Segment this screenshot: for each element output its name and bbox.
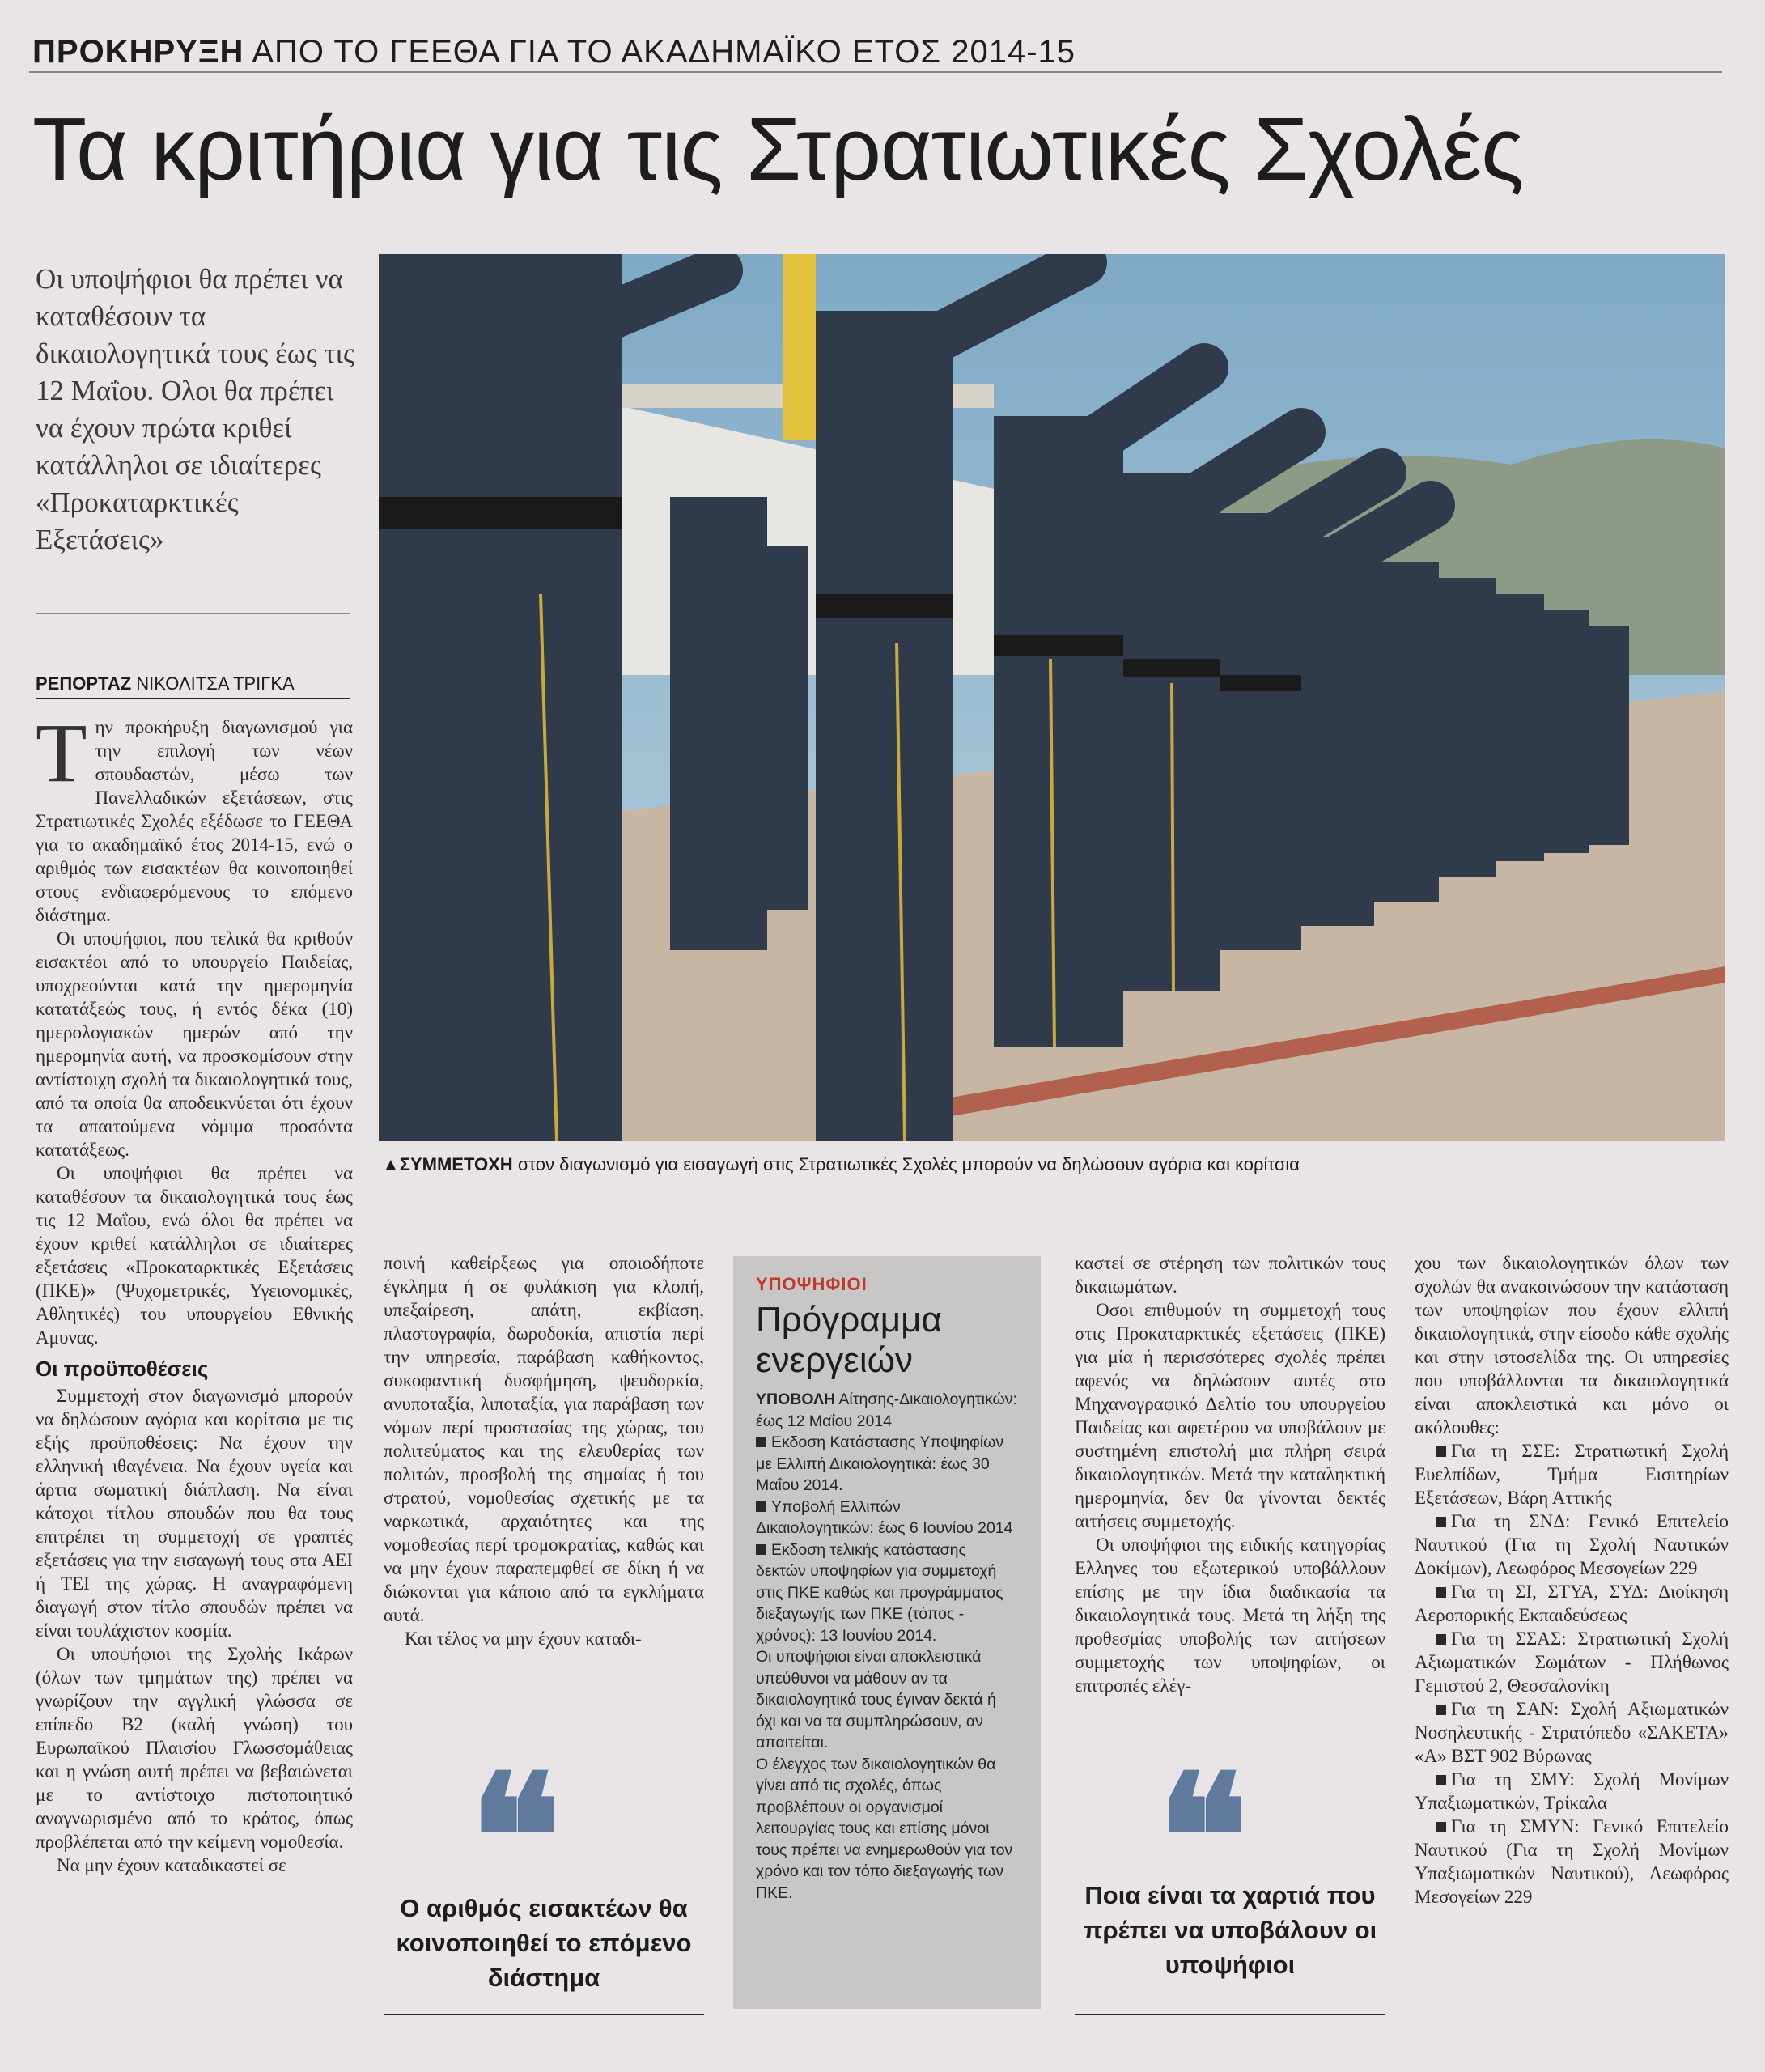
box-title: Πρόγραμμα ενεργειών: [756, 1300, 942, 1380]
article-paragraph: Οι υποψήφιοι, που τελικά θα κριθούν εισακτέοι από το υπουργείο Παιδείας, υποχρεούνται κατά την ημερομηνία κατατάξεώς τους, ή εντός δέκα (10) ημερολογιακών ημερών από την ημερομηνία αυτή, να προσκομίσουν στην αντίστοιχη σχολή τα δικαιολογητικά τους, από τα οποία θα αποδεικνύεται ότι έχουν τα απαιτούμενα νόμιμα προσόντα κατατάξεως.: [36, 928, 353, 1160]
article-paragraph: Οι υποψήφιοι της ειδικής κατηγορίας Ελληνες του εξωτερικού υποβάλλουν επίσης με την ίδια διαδικασία τα δικαιολογητικά τους. Μετά τη λήξη της προθεσμίας υποβολής των αιτήσεων συμμετοχής των υποψηφίων, οι επιτροπές ελέγ-: [1075, 1535, 1385, 1696]
list-item: [1415, 1580, 1729, 1627]
byline: [36, 673, 295, 694]
cadets-photo: [379, 254, 1725, 1141]
box-body: [756, 1389, 1018, 1904]
square-bullet-icon: [1436, 1822, 1446, 1832]
article-column-4: [1415, 1251, 1729, 1909]
byline-author: ΝΙΚΟΛΙΤΣΑ ΤΡΙΓΚΑ: [131, 673, 295, 694]
list-item-text: Για τη ΣΙ, ΣΤΥΑ, ΣΥΔ: Διοίκηση Αεροπορικής Εκπαιδεύσεως: [1415, 1582, 1729, 1625]
article-paragraph: Οσοι επιθυμούν τη συμμετοχή τους στις Προκαταρκτικές εξετάσεις (ΠΚΕ) για μία ή περισσότερες σχολές πρέπει αφενός να δηλώσουν αυτές στο Μηχανογραφικό Δελτίο του υπουργείου Παιδείας και αφετέρου να υποβάλουν με συστημένη επιστολή μια πλήρη σειρά δικαιολογητικών. Μετά την καταληκτική ημερομηνία, δεν θα γίνονται δεκτές αιτήσεις συμμετοχής.: [1075, 1300, 1385, 1531]
byline-label: ΡΕΠΟΡΤΑΖ: [36, 673, 132, 694]
box-label: ΥΠΟΨΗΦΙΟΙ: [756, 1274, 868, 1294]
sidebar-box: [733, 1256, 1041, 2009]
article-paragraph: Και τέλος να μην έχουν καταδι-: [405, 1628, 642, 1649]
square-bullet-icon: [1436, 1517, 1446, 1527]
square-bullet-icon: [1436, 1446, 1446, 1457]
square-bullet-icon: [1436, 1705, 1446, 1715]
list-item-text: Για τη ΣΜΥΝ: Γενικό Επιτελείο Ναυτικού (Για τη Σχολή Μονίμων Υπαξιωματικών Ναυτικού), Λεωφόρος Μεσογείων 229: [1415, 1816, 1729, 1907]
quote-icon: ❝: [1157, 1737, 1234, 1937]
square-bullet-icon: [1436, 1587, 1446, 1598]
schedule-item-text: Υποβολή Ελλιπών Δικαιολογητικών: έως 6 Ιουνίου 2014: [756, 1497, 1013, 1537]
cadets-saluting-image: [379, 254, 1725, 1141]
section-subhead: Οι προϋποθέσεις: [36, 1357, 209, 1381]
list-item: [1415, 1815, 1729, 1909]
headline: Τα κριτήρια για τις Στρατιωτικές Σχολές: [32, 100, 1524, 199]
schedule-item: [756, 1539, 1018, 1647]
schedule-item: [756, 1432, 1018, 1497]
pull-quote: Ποια είναι τα χαρτιά που πρέπει να υποβάλουν οι υποψήφιοι: [1083, 1881, 1377, 1979]
article-paragraph: ποινή καθείρξεως για οποιοδήποτε έγκλημα ή σε φυλάκιση για κλοπή, υπεξαίρεση, απάτη, εκβίαση, πλαστογραφία, δωροδοκία, απιστία περί την υπηρεσία, παράβαση καθήκοντος, συκοφαντική δυσφήμηση, ψευδορκία, ανυποταξία, λιποταξία, για παράβαση των νόμων περί προστασίας της χώρας, του πολιτεύματος και της ελευθερίας των πολιτών, προσβολή της σημαίας ή του στρατού, νομοθεσίας σχετικής με τα ναρκωτικά, αρχαιότητες και της νομοθεσίας περί τρομοκρατίας, καθώς και να μην έχουν παραπεμφθεί σε δίκη ή να διώκονται για κάποιο από τα εγκλήματα αυτά.: [384, 1253, 704, 1625]
article-paragraph: Οι υποψήφιοι θα πρέπει να καταθέσουν τα δικαιολογητικά τους έως τις 12 Μαΐου, ενώ όλοι θα πρέπει να έχουν κριθεί κατάλληλοι σε ιδιαίτερες εξετάσεις «Προκαταρκτικές Εξετάσεις (ΠΚΕ)» (Ψυχομετρικές, Υγειονομικές, Αθλητικές) του υπουργείου Εθνικής Αμυνας.: [36, 1163, 353, 1348]
pull-quote: Ο αριθμός εισακτέων θα κοινοποιηθεί το επόμενο διάστημα: [396, 1894, 692, 1992]
kicker-text: ΑΠΟ ΤΟ ΓΕΕΘΑ ΓΙΑ ΤΟ ΑΚΑΔΗΜΑΪΚΟ ΕΤΟΣ 2014-15: [244, 34, 1076, 70]
schedule-item-label: ΥΠΟΒΟΛΗ: [756, 1391, 836, 1408]
square-bullet-icon: [756, 1437, 766, 1447]
list-item: [1415, 1697, 1729, 1768]
list-item-text: Για τη ΣΝΔ: Γενικό Επιτελείο Ναυτικού (Για τη Σχολή Ναυτικών Δοκίμων), Λεωφόρος Μεσογείων 229: [1415, 1511, 1729, 1578]
schedule-item: [756, 1497, 1018, 1539]
list-item: [1415, 1439, 1729, 1509]
kicker-divider: [29, 71, 1722, 73]
byline-divider: [36, 698, 350, 699]
list-item-text: Για τη ΣΣΕ: Στρατιωτική Σχολή Ευελπίδων, Τμήμα Εισιτηρίων Εξετάσεων, Βάρη Αττικής: [1415, 1441, 1729, 1508]
lead-divider: [36, 613, 350, 614]
square-bullet-icon: [756, 1544, 766, 1555]
list-item: [1415, 1509, 1729, 1580]
schedule-item: [756, 1389, 1018, 1432]
article-paragraph: Να μην έχουν καταδικαστεί σε: [57, 1855, 286, 1875]
schedule-item-text: Εκδοση τελικής κατάστασης δεκτών υποψηφίων για συμμετοχή στις ΠΚΕ καθώς και προγράμματος διεξαγωγής των ΠΚΕ (τόπος - χρόνος): 13 Ιουνίου 2014.: [756, 1540, 1003, 1645]
box-paragraph: Οι υποψήφιοι είναι αποκλειστικά υπεύθυνοι να μάθουν αν τα δικαιολογητικά τους έγιναν δεκτά ή όχι και να τα συμπληρώσουν, αν απαιτείται.: [756, 1648, 996, 1751]
article-paragraph: καστεί σε στέρηση των πολιτικών τους δικαιωμάτων.: [1075, 1253, 1385, 1297]
photo-caption: [382, 1154, 1300, 1175]
article-column-3: [1075, 1251, 1385, 1697]
kicker-label: ΠΡΟΚΗΡΥΞΗ: [32, 34, 244, 70]
caption-label: ▲ΣΥΜΜΕΤΟΧΗ: [382, 1154, 513, 1174]
list-item: [1415, 1768, 1729, 1815]
caption-text: στον διαγωνισμό για εισαγωγή στις Στρατιωτικές Σχολές μπορούν να δηλώσουν αγόρια και κορίτσια: [512, 1154, 1300, 1174]
paragraph-text: ην προκήρυξη διαγωνισμού για την επιλογή των νέων σπουδαστών, μέσω των Πανελλαδικών εξετάσεων, στις Στρατιωτικές Σχολές εξέδωσε το ΓΕΕΘΑ για το ακαδημαϊκό έτος 2014-15, ενώ ο αριθμός των εισακτέων θα κοινοποιηθεί στους ενδιαφερόμενους το επόμενο διάστημα.: [36, 717, 353, 925]
box-paragraph: Ο έλεγχος των δικαιολογητικών θα γίνει από τις σχολές, όπως προβλέπουν οι οργανισμοί λειτουργίας τους και επίσης μόνοι τους πρέπει να ενημερωθούν για τον χρόνο και τον τόπο διεξαγωγής των ΠΚΕ.: [756, 1755, 1013, 1902]
list-item: [1415, 1627, 1729, 1697]
list-item-text: Για τη ΣΜΥ: Σχολή Μονίμων Υπαξιωματικών, Τρίκαλα: [1415, 1769, 1729, 1813]
article-paragraph: Συμμετοχή στον διαγωνισμό μπορούν να δηλώσουν αγόρια και κορίτσια με τις εξής προϋποθέσεις: Να έχουν την ελληνική ιθαγένεια. Να έχουν υγεία και άρτια σωματική διάπλαση. Να είναι κάτοχοι τίτλου σπουδών που θα τους επιτρέπει τη συμμετοχή σε γραπτές εξετάσεις για την εισαγωγή τους στα ΑΕΙ ή ΤΕΙ της χώρας. Η αναγραφόμενη διαγωγή στον τίτλο σπουδών πρέπει να είναι τουλάχιστον κοσμία.: [36, 1386, 353, 1641]
article-paragraph: χου των δικαιολογητικών όλων των σχολών θα ανακοινώσουν την κατάσταση των υποψηφίων που έχουν ελλιπή δικαιολογητικά, στην είσοδο κάθε σχολής και στην ιστοσελίδα της. Οι υπηρεσίες που υποβάλλονται τα δικαιολογητικά είναι αποκλειστικά και μόνο οι ακόλουθες:: [1415, 1253, 1729, 1437]
list-item-text: Για τη ΣΑΝ: Σχολή Αξιωματικών Νοσηλευτικής - Στρατόπεδο «ΣΑΚΕΤΑ» «Α» ΒΣΤ 902 Βύρωνας: [1415, 1699, 1729, 1766]
article-column-1: [36, 707, 353, 1877]
schedule-item-text: Εκδοση Κατάστασης Υποψηφίων με Ελλιπή Δικαιολογητικά: έως 30 Μαΐου 2014.: [756, 1433, 1004, 1494]
pull-quote-divider: [1075, 2014, 1385, 2015]
schedule-item-text: Αίτησης-Δικαιολογητικών: έως 12 Μαΐου 2014: [756, 1391, 1017, 1430]
article-paragraph: [36, 707, 353, 927]
article-paragraph: Οι υποψήφιοι της Σχολής Ικάρων (όλων των τμημάτων της) πρέπει να γνωρίζουν την αγγλική γλώσσα σε επίπεδο Β2 (καλή γνώση) του Ευρωπαϊκού Πλαισίου Γλωσσομάθειας και η γνώση αυτή πρέπει να βεβαιώνεται με το αντίστοιχο πιστοποιητικό αναγνωρισμένο από το κράτος, όπως προβλέπεται από την κείμενη νομοθεσία.: [36, 1644, 353, 1852]
pull-quote-divider: [384, 2014, 704, 2015]
square-bullet-icon: [1436, 1634, 1446, 1645]
quote-icon: ❝: [469, 1737, 546, 1937]
square-bullet-icon: [756, 1501, 766, 1512]
article-column-2: [384, 1251, 704, 1650]
lead-paragraph: Οι υποψήφιοι θα πρέπει να καταθέσουν τα δικαιολογητικά τους έως τις 12 Μαΐου. Ολοι θα πρέπει να έχουν πρώτα κριθεί κατάλληλοι σε ιδιαίτερες «Προκαταρκτικές Εξετάσεις»: [36, 263, 354, 555]
square-bullet-icon: [1436, 1775, 1446, 1785]
drop-cap: Τ: [36, 707, 87, 800]
list-item-text: Για τη ΣΣΑΣ: Στρατιωτική Σχολή Αξιωματικών Σωμάτων - Πλήθωνος Γεμιστού 2, Θεσσαλονίκη: [1415, 1628, 1729, 1696]
kicker: [32, 34, 1076, 70]
